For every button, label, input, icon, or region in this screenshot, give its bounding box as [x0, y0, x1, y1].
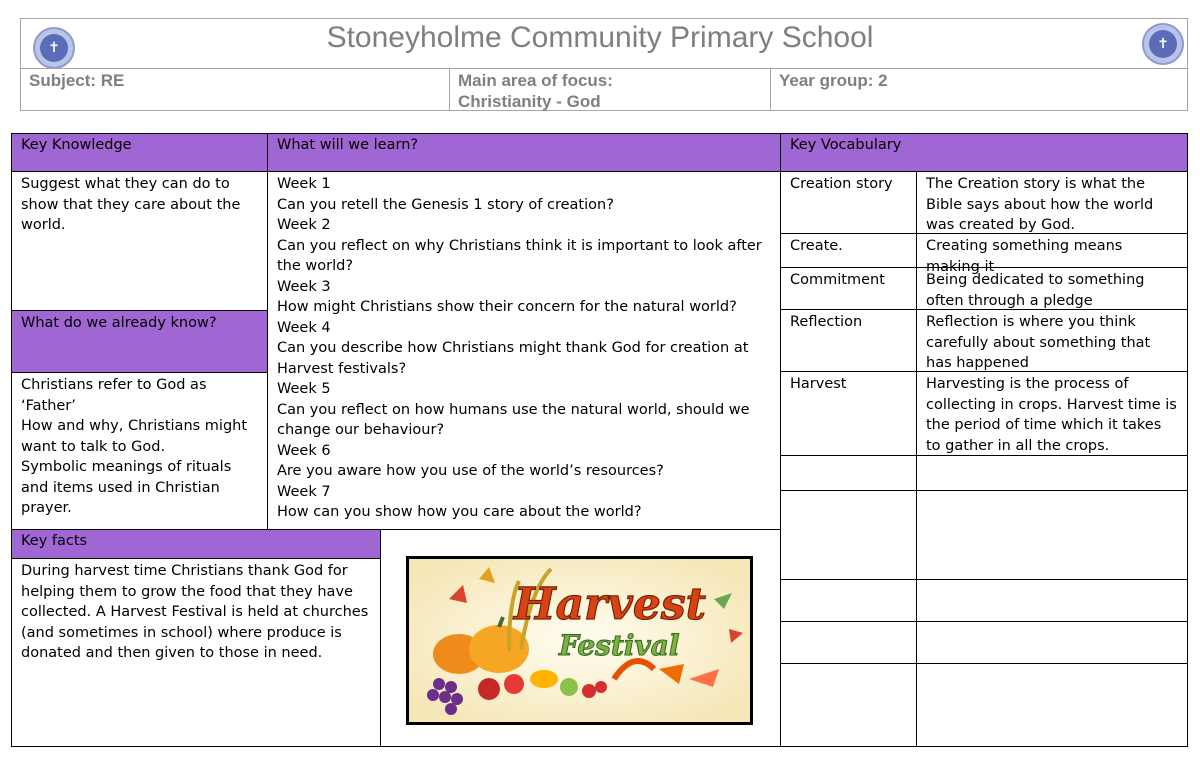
harvest-title: Harvest	[514, 579, 706, 630]
week-question: How might Christians show their concern for the natural world?	[277, 299, 737, 315]
week-question: Can you reflect on why Christians think it is important to look after the world?	[277, 237, 762, 274]
vocab-term: Commitment	[780, 267, 917, 310]
school-logo-left: ✝	[33, 27, 75, 69]
week-5	[277, 379, 771, 441]
week-label: Week 3	[277, 278, 331, 295]
vocab-term	[780, 579, 917, 622]
vocab-definition: Harvesting is the process of collecting in crops. Harvest time is the period of time which it takes to gather in all the crops.	[916, 371, 1188, 456]
focus-label: Main area of focus:	[458, 71, 613, 90]
key-facts-text: During harvest time Christians thank God for helping them to grow the food that they have collected. A Harvest Festival is held at churches (and sometimes in school) where produce is donated and then given to those in need.	[11, 558, 381, 747]
week-3	[277, 277, 771, 318]
week-label: Week 4	[277, 319, 331, 336]
vocab-term: Reflection	[780, 309, 917, 372]
harvest-illustration	[409, 559, 750, 722]
learn-heading: What will we learn?	[267, 133, 781, 172]
subject-cell	[20, 68, 450, 111]
vocab-definition: Being dedicated to something often through a pledge	[916, 267, 1188, 310]
week-question: How can you show how you care about the world?	[277, 504, 642, 520]
week-7	[277, 482, 771, 523]
school-name: Stoneyholme Community Primary School	[326, 21, 874, 54]
week-2	[277, 215, 771, 277]
vocab-definition	[916, 455, 1188, 491]
vocab-term: Create.	[780, 233, 917, 268]
year-group-cell	[770, 68, 1188, 111]
key-knowledge-text: Suggest what they can do to show that they care about the world.	[11, 171, 268, 311]
week-label: Week 5	[277, 381, 331, 397]
vocab-definition	[916, 621, 1188, 664]
week-label: Week 1	[277, 176, 331, 192]
week-4	[277, 318, 771, 380]
week-question: Can you describe how Christians might thank God for creation at Harvest festivals?	[277, 340, 749, 377]
vocabulary-heading: Key Vocabulary	[780, 133, 1188, 172]
vocab-term	[780, 455, 917, 491]
week-label: Week 2	[277, 217, 331, 233]
festival-title: Festival	[559, 629, 680, 662]
week-question: Can you retell the Genesis 1 story of creation?	[277, 196, 614, 213]
year-group-label: Year group: 2	[779, 71, 888, 90]
week-6	[277, 441, 771, 482]
vocab-term: Harvest	[780, 371, 917, 456]
subject-label: Subject: RE	[29, 71, 125, 90]
week-question: Can you reflect on how humans use the natural world, should we change our behaviour?	[277, 401, 750, 438]
vocab-definition	[916, 490, 1188, 580]
vocab-definition: The Creation story is what the Bible says about how the world was created by God.	[916, 171, 1188, 234]
week-question: Are you aware how you use of the world’s resources?	[277, 463, 664, 479]
school-logo-right: ✝	[1142, 23, 1184, 65]
key-facts-heading: Key facts	[11, 529, 381, 559]
focus-cell	[449, 68, 771, 111]
vocab-term	[780, 490, 917, 580]
learn-weeks	[267, 171, 781, 530]
vocabulary-table	[780, 171, 1188, 747]
week-label: Week 7	[277, 483, 331, 500]
vocab-term	[780, 663, 917, 747]
vocab-definition	[916, 579, 1188, 622]
vocab-definition: Reflection is where you think carefully about something that has happened	[916, 309, 1188, 372]
already-know-text: Christians refer to God as ‘Father’ How and why, Christians might want to talk to God. Symbolic meanings of rituals and items used in Christian prayer.	[11, 372, 268, 530]
already-know-heading: What do we already know?	[11, 310, 268, 373]
week-1	[277, 174, 771, 215]
vocab-definition	[916, 663, 1188, 747]
vocab-term: Creation story	[780, 171, 917, 234]
key-knowledge-heading: Key Knowledge	[11, 133, 268, 172]
focus-value: Christianity - God	[458, 92, 601, 111]
vocab-term	[780, 621, 917, 664]
week-label: Week 6	[277, 442, 331, 459]
harvest-festival-image	[406, 556, 753, 725]
vocab-definition: Creating something means making it	[916, 233, 1188, 268]
